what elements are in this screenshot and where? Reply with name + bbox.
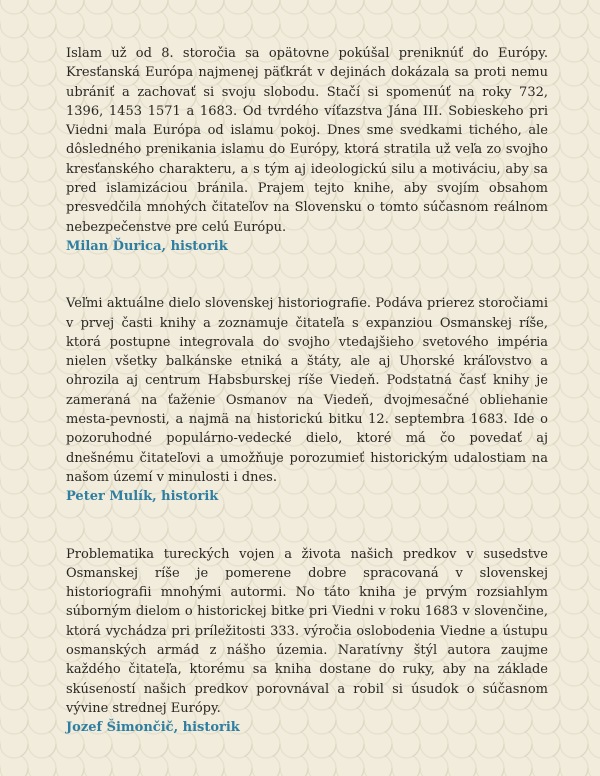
review-block	[66, 44, 548, 256]
review-text: Islam už od 8. storočia sa opätovne pokúšal preniknúť do Európy. Kresťanská Európa najmenej päťkrát v dejinách dokázala sa proti nemu ubrániť a zachovať si svoju slobodu. Stačí si spomenúť na roky 732, 1396, 1453 1571 a 1683. Od tvrdého víťazstva Jána III. Sobieskeho pri Viedni mala Európa od islamu pokoj. Dnes sme svedkami tichého, ale dôsledného prenikania islamu do Európy, ktorá stratila už veľa zo svojho kresťanského charakteru, a s tým aj ideologickú silu a motiváciu, aby sa pred islamizáciou bránila. Prajem tejto knihe, aby svojím obsahom presvedčila mnohých čitateľov na Slovensku o tomto súčasnom reálnom nebezpečenstve pre celú Európu.	[66, 46, 548, 235]
review-author: Peter Mulík, historik	[66, 489, 219, 505]
review-text: Veľmi aktuálne dielo slovenskej historiografie. Podáva prierez storočiami v prvej časti knihy a zoznamuje čitateľa s expanziou Osmanskej ríše, ktorá postupne integrovala do svojho vtedajšieho svetového impéria nielen všetky balkánske etniká a štáty, ale aj Uhorské kráľovstvo a ohrozila aj centrum Habsburskej ríše Viedeň. Podstatná časť knihy je zameraná na ťaženie Osmanov na Viedeň, dvojmesačné obliehanie mesta-pevnosti, a najmä na historickú bitku 12. septembra 1683. Ide o pozoruhodné populárno-vedecké dielo, ktoré má čo povedať aj dnešnému čitateľovi a umožňuje porozumieť historickým udalostiam na našom území v minulosti i dnes.	[66, 296, 548, 485]
review-block	[66, 294, 548, 506]
review-block	[66, 545, 548, 738]
review-author: Jozef Šimončič, historik	[66, 720, 240, 736]
back-cover-reviews	[66, 44, 548, 776]
review-author: Milan Ďurica, historik	[66, 238, 228, 254]
review-text: Problematika tureckých vojen a života našich predkov v susedstve Osmanskej ríše je pomerene dobre spracovaná v slovenskej historiografii mnohými autormi. No táto kniha je prvým rozsiahlym súborným dielom o historickej bitke pri Viedni v roku 1683 v slovenčine, ktorá vychádza pri príležitosti 333. výročia oslobodenia Viedne a ústupu osmanských armád z nášho územia. Naratívny štýl autora zaujme každého čitateľa, ktorému sa kniha dostane do ruky, aby na základe skúseností našich predkov porovnával a robil si úsudok o súčasnom vývine strednej Európy.	[66, 546, 548, 716]
